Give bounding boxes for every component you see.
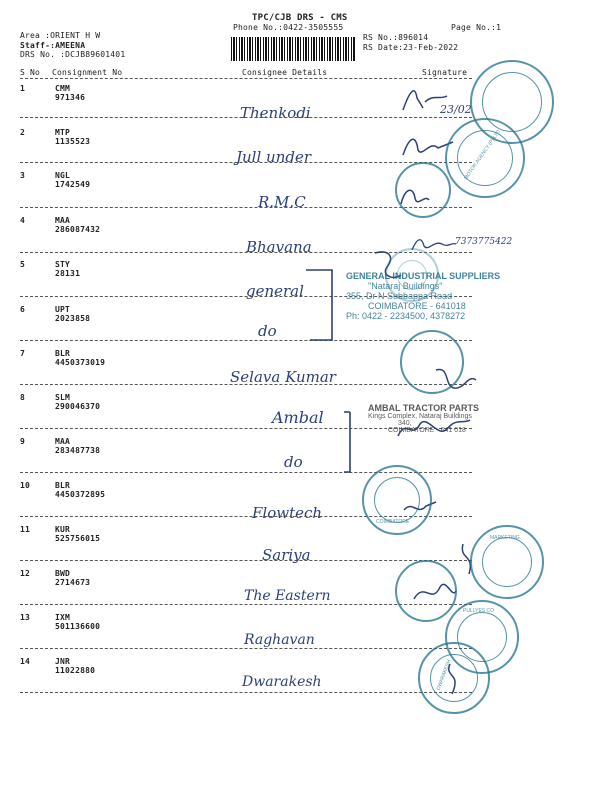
general-stamp-line4: COIMBATORE - 641018 [368,301,466,311]
row-divider [20,340,472,341]
row-divider [20,648,472,649]
pullyes-stamp-text: PULLYES CO [463,608,495,614]
row-sno: 4 [20,216,26,225]
row-sno: 11 [20,525,31,534]
row-consignment: BLR 4450372895 [55,481,106,499]
row-consignment: BWD 2714673 [55,569,91,587]
row-consignee: The Eastern [244,588,331,604]
row-consignment: NGL 1742549 [55,171,91,189]
row-divider [20,560,472,561]
ambal-stamp-line4: COIMBATORE - 641 018 [388,427,466,434]
rs-date: RS Date:23-Feb-2022 [363,43,459,52]
row-sno: 2 [20,128,26,137]
general-stamp-line1: GENERAL INDUSTRIAL SUPPLIERS [346,271,501,281]
row-consignee: do [258,322,277,340]
ambal-stamp-line2: Kings Complex, Nataraj Buildings [368,413,472,420]
row-consignee: general [246,282,304,300]
motor-stamp-text: MOTOR AGENCY (P) LTD [463,129,503,181]
row-consignee: Raghavan [244,632,315,648]
row-sno: 8 [20,393,26,402]
row-sno: 7 [20,349,26,358]
general-stamp-line5: Ph: 0422 - 2234500, 4378272 [346,311,466,321]
row-sno: 6 [20,305,26,314]
row-sno: 12 [20,569,31,578]
row-divider [20,384,472,385]
signature-date: 23/02 [440,103,472,116]
flowtech-stamp-text: COIMBATORE [376,519,410,525]
round-stamp-marketing [470,525,544,599]
column-consignee: Consignee Details [242,68,328,77]
general-stamp-line2: "Nataraj Buildings" [368,281,443,291]
row-consignee: Dwarakesh [242,674,322,690]
column-sno: S No [20,68,41,77]
row-consignment: MTP 1135523 [55,128,91,146]
row-sno: 14 [20,657,31,666]
column-signature: Signature [422,68,468,77]
row-sno: 9 [20,437,26,446]
row-sno: 13 [20,613,31,622]
row-consignee: Flowtech [252,504,323,522]
row-consignment: UPT 2023858 [55,305,91,323]
row-consignment: JNR 11022880 [55,657,96,675]
marketing-stamp-text: MARKETING [490,535,520,541]
round-stamp-dwarakesh [418,642,490,714]
row-sno: 1 [20,84,26,93]
row-consignee: Jull under [236,148,312,166]
dwarakesh-stamp-text: DWARAKESH [435,658,453,692]
row-consignee: do [284,453,303,471]
row-consignment: SLM 290046370 [55,393,101,411]
row-consignment: KUR 525756015 [55,525,101,543]
row-consignment: CMM 971346 [55,84,86,102]
row-sno: 3 [20,171,26,180]
ambal-stamp-line3: 340, [398,420,412,427]
row-consignment: MAA 286087432 [55,216,101,234]
column-consignment: Consignment No [52,68,123,77]
staff-field: Staff-:AMEENA [20,41,86,50]
row-consignment: IXM 501136600 [55,613,101,631]
header-divider [20,78,472,79]
bracket-1 [300,266,340,346]
row-consignee: Sariya [262,546,311,564]
row-consignee: Ambal [272,408,324,427]
row-consignment: BLR 4450373019 [55,349,106,367]
row-consignment: MAA 283487738 [55,437,101,455]
row-consignee: Selava Kumar [230,368,336,386]
page-number: Page No.:1 [451,23,502,32]
area-field: Area :ORIENT H W [20,31,101,40]
row-consignee: Bhavana [246,238,312,256]
row-divider [20,692,472,693]
round-stamp-7 [400,330,464,394]
phone-number: Phone No.:0422-3505555 [233,23,344,32]
barcode [231,37,355,61]
round-stamp-motor-agency [445,118,525,198]
row-consignment: STY 28131 [55,260,81,278]
signature-phone: 7373775422 [455,237,513,247]
stamp-ambal-tractor [368,403,528,434]
round-stamp-12 [395,560,457,622]
stamp-general-industrial [346,271,528,321]
row-consignee: Thenkodi [240,104,311,122]
drs-number: DRS No. :DCJB89601401 [20,50,126,59]
row-sno: 10 [20,481,31,490]
round-stamp-3 [395,162,451,218]
round-stamp-flowtech [362,465,432,535]
ambal-stamp-line1: AMBAL TRACTOR PARTS [368,403,479,413]
document-title: TPC/CJB DRS - CMS [252,13,348,23]
general-stamp-line3: 355, Dr N Subbappa Road [346,291,453,301]
row-consignee: R.M.C [258,193,306,211]
row-sno: 5 [20,260,26,269]
rs-number: RS No.:896014 [363,33,429,42]
